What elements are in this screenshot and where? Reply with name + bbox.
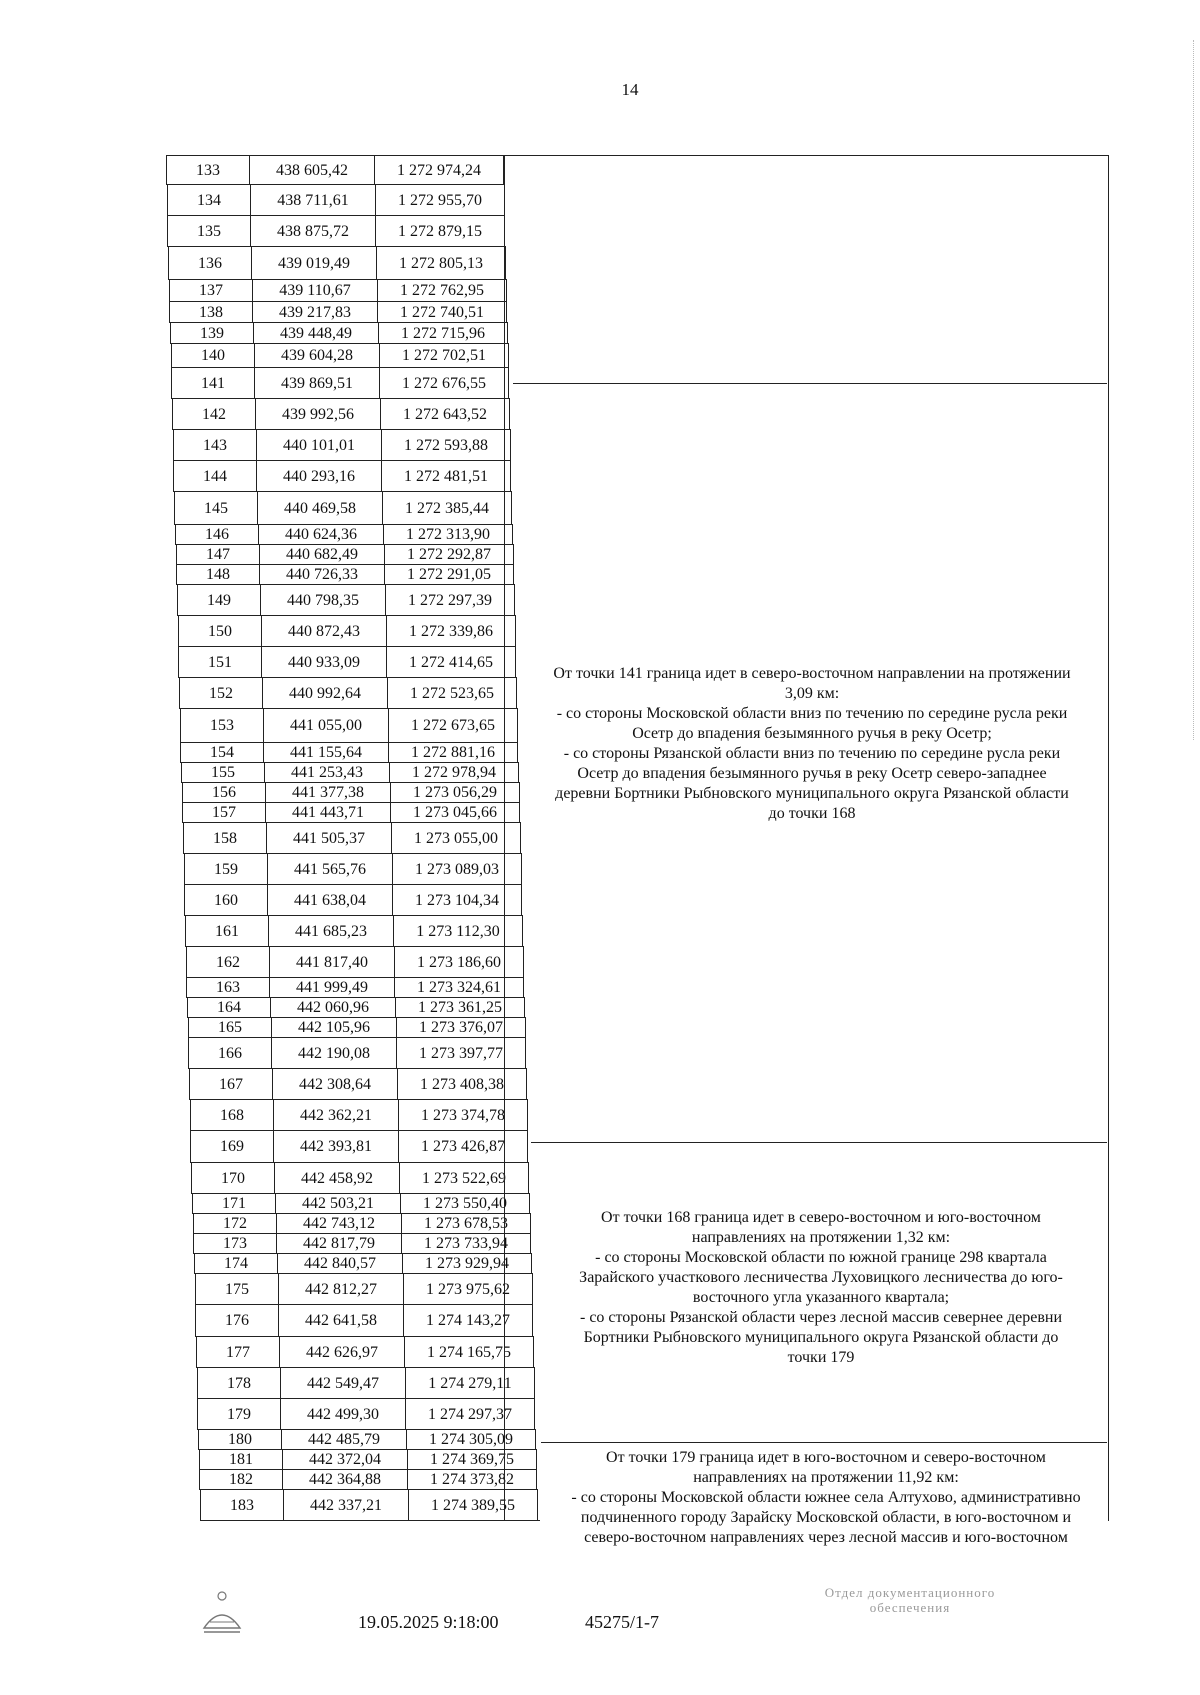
x-coordinate-cell: 442 485,79 bbox=[281, 1430, 406, 1450]
x-coordinate-cell: 441 055,00 bbox=[263, 709, 388, 743]
table-row bbox=[182, 782, 520, 803]
x-coordinate-cell: 438 711,61 bbox=[250, 185, 375, 216]
y-coordinate-cell: 1 273 056,29 bbox=[390, 783, 520, 803]
table-row bbox=[186, 977, 524, 998]
point-number-cell: 148 bbox=[176, 565, 259, 585]
description-168-179 bbox=[535, 1208, 1107, 1368]
description-line: - со стороны Рязанской области вниз по течению по середине русла реки bbox=[563, 745, 1061, 762]
table-row bbox=[197, 1398, 535, 1430]
table-row bbox=[190, 1130, 528, 1163]
description-line: Бортники Рыбновского муниципального округа Рязанской области до bbox=[583, 1329, 1059, 1346]
description-line: - со стороны Рязанской области через лесной массив севернее деревни bbox=[579, 1309, 1063, 1326]
point-number-cell: 134 bbox=[167, 185, 250, 216]
table-row bbox=[186, 946, 524, 978]
x-coordinate-cell: 439 019,49 bbox=[251, 247, 376, 280]
x-coordinate-cell: 442 499,30 bbox=[280, 1399, 405, 1430]
table-row bbox=[167, 215, 505, 247]
x-coordinate-cell: 440 682,49 bbox=[259, 545, 384, 565]
point-number-cell: 178 bbox=[197, 1368, 280, 1399]
y-coordinate-cell: 1 272 313,90 bbox=[383, 525, 513, 545]
description-line: подчиненного городу Зарайску Московской области, в юго-восточном и bbox=[580, 1509, 1072, 1526]
description-line: восточного угла указанного квартала; bbox=[692, 1289, 950, 1306]
point-number-cell: 151 bbox=[178, 647, 261, 678]
description-line: Зарайского участкового лесничества Луховицкого лесничества до юго- bbox=[579, 1269, 1063, 1286]
point-number-cell: 155 bbox=[181, 763, 264, 783]
table-row bbox=[184, 853, 522, 885]
y-coordinate-cell: 1 273 361,25 bbox=[395, 998, 525, 1018]
table-row bbox=[193, 1213, 531, 1234]
y-coordinate-cell: 1 274 373,82 bbox=[407, 1470, 537, 1490]
y-coordinate-cell: 1 272 676,55 bbox=[379, 368, 509, 399]
table-bottom-border bbox=[200, 1520, 540, 1521]
description-line: деревни Бортники Рыбновского муниципального округа Рязанской области bbox=[555, 785, 1069, 802]
point-number-cell: 182 bbox=[199, 1470, 282, 1490]
point-number-cell: 135 bbox=[167, 216, 250, 247]
y-coordinate-cell: 1 273 186,60 bbox=[394, 947, 524, 978]
x-coordinate-cell: 440 293,16 bbox=[256, 461, 381, 492]
x-coordinate-cell: 438 605,42 bbox=[249, 156, 374, 185]
emblem-logo bbox=[200, 1588, 244, 1636]
y-coordinate-cell: 1 272 673,65 bbox=[388, 709, 518, 743]
description-line: 3,09 км: bbox=[784, 685, 840, 702]
x-coordinate-cell: 441 685,23 bbox=[268, 916, 393, 947]
table-row bbox=[193, 1233, 531, 1254]
point-number-cell: 153 bbox=[180, 709, 263, 743]
y-coordinate-cell: 1 274 369,75 bbox=[407, 1450, 537, 1470]
x-coordinate-cell: 442 641,58 bbox=[278, 1305, 403, 1337]
table-row bbox=[167, 184, 505, 216]
x-coordinate-cell: 440 726,33 bbox=[259, 565, 384, 585]
point-number-cell: 158 bbox=[183, 823, 266, 854]
point-number-cell: 164 bbox=[187, 998, 270, 1018]
point-number-cell: 161 bbox=[185, 916, 268, 947]
y-coordinate-cell: 1 272 879,15 bbox=[375, 216, 505, 247]
x-coordinate-cell: 442 337,21 bbox=[283, 1490, 408, 1521]
y-coordinate-cell: 1 274 297,37 bbox=[405, 1399, 535, 1430]
x-coordinate-cell: 441 253,43 bbox=[264, 763, 389, 783]
point-number-cell: 179 bbox=[197, 1399, 280, 1430]
y-coordinate-cell: 1 272 339,86 bbox=[386, 616, 516, 647]
x-coordinate-cell: 442 549,47 bbox=[280, 1368, 405, 1399]
table-row bbox=[177, 584, 515, 616]
table-row bbox=[189, 1068, 527, 1100]
y-coordinate-cell: 1 273 324,61 bbox=[394, 978, 524, 998]
point-number-cell: 150 bbox=[178, 616, 261, 647]
point-number-cell: 160 bbox=[184, 885, 267, 916]
table-row bbox=[195, 1304, 533, 1337]
point-number-cell: 180 bbox=[198, 1430, 281, 1450]
x-coordinate-cell: 440 992,64 bbox=[262, 678, 387, 709]
x-coordinate-cell: 439 869,51 bbox=[254, 368, 379, 399]
scan-edge-marks bbox=[1191, 40, 1194, 740]
table-row bbox=[188, 1017, 526, 1038]
table-row bbox=[166, 155, 504, 185]
description-line: направлениях на протяжении 1,32 км: bbox=[691, 1229, 951, 1246]
x-coordinate-cell: 439 448,49 bbox=[253, 323, 378, 344]
table-row bbox=[176, 544, 514, 565]
description-line: точки 179 bbox=[787, 1349, 855, 1366]
point-number-cell: 157 bbox=[182, 803, 265, 823]
x-coordinate-cell: 442 308,64 bbox=[272, 1069, 397, 1100]
x-coordinate-cell: 441 999,49 bbox=[269, 978, 394, 998]
y-coordinate-cell: 1 272 762,95 bbox=[377, 280, 507, 302]
table-row bbox=[172, 398, 510, 430]
y-coordinate-cell: 1 272 593,88 bbox=[381, 430, 511, 461]
x-coordinate-cell: 438 875,72 bbox=[250, 216, 375, 247]
x-coordinate-cell: 442 190,08 bbox=[271, 1038, 396, 1069]
y-coordinate-cell: 1 274 279,11 bbox=[405, 1368, 535, 1399]
point-number-cell: 146 bbox=[175, 525, 258, 545]
x-coordinate-cell: 442 626,97 bbox=[279, 1337, 404, 1368]
table-row bbox=[198, 1429, 536, 1450]
x-coordinate-cell: 440 872,43 bbox=[261, 616, 386, 647]
point-number-cell: 166 bbox=[188, 1038, 271, 1069]
x-coordinate-cell: 439 110,67 bbox=[252, 280, 377, 302]
description-line: Осетр до впадения безымянного ручья в реку Осетр; bbox=[632, 725, 992, 742]
description-line: - со стороны Московской области вниз по течению по середине русла реки bbox=[556, 705, 1068, 722]
x-coordinate-cell: 442 105,96 bbox=[271, 1018, 396, 1038]
x-coordinate-cell: 439 992,56 bbox=[255, 399, 380, 430]
point-number-cell: 142 bbox=[172, 399, 255, 430]
table-row bbox=[190, 1099, 528, 1131]
x-coordinate-cell: 441 155,64 bbox=[263, 743, 388, 763]
point-number-cell: 137 bbox=[169, 280, 252, 302]
description-line: до точки 168 bbox=[768, 805, 856, 822]
table-row bbox=[185, 915, 523, 947]
point-number-cell: 175 bbox=[195, 1274, 278, 1305]
description-separator-141 bbox=[513, 383, 1107, 384]
x-coordinate-cell: 441 377,38 bbox=[265, 783, 390, 803]
x-coordinate-cell: 442 840,57 bbox=[277, 1254, 402, 1274]
table-row bbox=[178, 615, 516, 647]
y-coordinate-cell: 1 273 089,03 bbox=[392, 854, 522, 885]
table-row bbox=[197, 1367, 535, 1399]
table-row bbox=[182, 802, 520, 823]
table-row bbox=[179, 677, 517, 709]
table-row bbox=[168, 246, 506, 280]
table-row bbox=[171, 343, 509, 368]
x-coordinate-cell: 442 060,96 bbox=[270, 998, 395, 1018]
y-coordinate-cell: 1 272 805,13 bbox=[376, 247, 506, 280]
description-line: От точки 141 граница идет в северо-восточном направлении на протяжении bbox=[553, 665, 1071, 682]
department-stamp bbox=[765, 1585, 1055, 1615]
point-number-cell: 172 bbox=[193, 1214, 276, 1234]
point-number-cell: 141 bbox=[171, 368, 254, 399]
table-row bbox=[171, 367, 509, 399]
description-line: направлениях на протяжении 11,92 км: bbox=[693, 1469, 959, 1486]
x-coordinate-cell: 442 812,27 bbox=[278, 1274, 403, 1305]
y-coordinate-cell: 1 274 389,55 bbox=[408, 1490, 538, 1521]
description-line: Осетр до впадения безымянного ручья в реку Осетр северо-западнее bbox=[577, 765, 1047, 782]
y-coordinate-cell: 1 272 740,51 bbox=[377, 302, 507, 323]
x-coordinate-cell: 441 638,04 bbox=[267, 885, 392, 916]
point-number-cell: 152 bbox=[179, 678, 262, 709]
y-coordinate-cell: 1 273 112,30 bbox=[393, 916, 523, 947]
y-coordinate-cell: 1 274 305,09 bbox=[406, 1430, 536, 1450]
point-number-cell: 156 bbox=[182, 783, 265, 803]
y-coordinate-cell: 1 273 104,34 bbox=[392, 885, 522, 916]
x-coordinate-cell: 440 798,35 bbox=[260, 585, 385, 616]
x-coordinate-cell: 442 364,88 bbox=[282, 1470, 407, 1490]
page-number: 14 bbox=[621, 80, 639, 99]
y-coordinate-cell: 1 273 550,40 bbox=[400, 1194, 530, 1214]
table-row bbox=[173, 429, 511, 461]
table-row bbox=[183, 822, 521, 854]
y-coordinate-cell: 1 272 978,94 bbox=[389, 763, 519, 783]
table-row bbox=[175, 524, 513, 545]
x-coordinate-cell: 441 817,40 bbox=[269, 947, 394, 978]
description-separator-168 bbox=[531, 1142, 1107, 1143]
point-number-cell: 147 bbox=[176, 545, 259, 565]
point-number-cell: 177 bbox=[196, 1337, 279, 1368]
y-coordinate-cell: 1 273 408,38 bbox=[397, 1069, 527, 1100]
x-coordinate-cell: 442 393,81 bbox=[273, 1131, 398, 1163]
point-number-cell: 133 bbox=[166, 156, 249, 185]
point-number-cell: 165 bbox=[188, 1018, 271, 1038]
point-number-cell: 181 bbox=[199, 1450, 282, 1470]
y-coordinate-cell: 1 273 929,94 bbox=[402, 1254, 532, 1274]
table-row bbox=[184, 884, 522, 916]
table-row bbox=[200, 1489, 538, 1521]
stamp-line-2: обеспечения bbox=[869, 1600, 951, 1615]
table-row bbox=[174, 491, 512, 525]
table-row bbox=[176, 564, 514, 585]
description-line: - со стороны Московской области южнее села Алтухово, административно bbox=[571, 1489, 1081, 1506]
x-coordinate-cell: 440 624,36 bbox=[258, 525, 383, 545]
x-coordinate-cell: 441 505,37 bbox=[266, 823, 391, 854]
point-number-cell: 149 bbox=[177, 585, 260, 616]
table-row bbox=[173, 460, 511, 492]
table-row bbox=[187, 997, 525, 1018]
x-coordinate-cell: 442 503,21 bbox=[275, 1194, 400, 1214]
y-coordinate-cell: 1 272 414,65 bbox=[386, 647, 516, 678]
x-coordinate-cell: 441 443,71 bbox=[265, 803, 390, 823]
y-coordinate-cell: 1 273 376,07 bbox=[396, 1018, 526, 1038]
table-row bbox=[199, 1469, 537, 1490]
point-number-cell: 143 bbox=[173, 430, 256, 461]
point-number-cell: 144 bbox=[173, 461, 256, 492]
y-coordinate-cell: 1 273 426,87 bbox=[398, 1131, 528, 1163]
table-row bbox=[199, 1449, 537, 1470]
y-coordinate-cell: 1 273 055,00 bbox=[391, 823, 521, 854]
table-row bbox=[192, 1193, 530, 1214]
y-coordinate-cell: 1 274 143,27 bbox=[403, 1305, 533, 1337]
description-line: От точки 168 граница идет в северо-восточном и юго-восточном bbox=[601, 1209, 1041, 1226]
point-number-cell: 162 bbox=[186, 947, 269, 978]
y-coordinate-cell: 1 273 522,69 bbox=[399, 1163, 529, 1194]
y-coordinate-cell: 1 273 975,62 bbox=[403, 1274, 533, 1305]
table-row bbox=[178, 646, 516, 678]
x-coordinate-cell: 439 604,28 bbox=[254, 344, 379, 368]
y-coordinate-cell: 1 272 481,51 bbox=[381, 461, 511, 492]
point-number-cell: 174 bbox=[194, 1254, 277, 1274]
point-number-cell: 145 bbox=[174, 492, 257, 525]
y-coordinate-cell: 1 272 385,44 bbox=[382, 492, 512, 525]
footer-document-number: 45275/1-7 bbox=[585, 1612, 659, 1632]
point-number-cell: 136 bbox=[168, 247, 251, 280]
table-row bbox=[195, 1273, 533, 1305]
x-coordinate-cell: 439 217,83 bbox=[252, 302, 377, 323]
y-coordinate-cell: 1 273 678,53 bbox=[401, 1214, 531, 1234]
footer-datetime: 19.05.2025 9:18:00 bbox=[358, 1612, 499, 1632]
table-row bbox=[180, 708, 518, 743]
y-coordinate-cell: 1 272 955,70 bbox=[375, 185, 505, 216]
point-number-cell: 139 bbox=[170, 323, 253, 344]
description-separator-179 bbox=[541, 1442, 1107, 1443]
y-coordinate-cell: 1 273 397,77 bbox=[396, 1038, 526, 1069]
point-number-cell: 183 bbox=[200, 1490, 283, 1521]
point-number-cell: 154 bbox=[180, 743, 263, 763]
description-line: северо-восточном направлениях через лесной массив и юго-восточном bbox=[584, 1529, 1068, 1546]
y-coordinate-cell: 1 273 733,94 bbox=[401, 1234, 531, 1254]
point-number-cell: 170 bbox=[191, 1163, 274, 1194]
stamp-line-1: Отдел документационного bbox=[824, 1585, 996, 1600]
y-coordinate-cell: 1 272 291,05 bbox=[384, 565, 514, 585]
table-row bbox=[191, 1162, 529, 1194]
y-coordinate-cell: 1 272 292,87 bbox=[384, 545, 514, 565]
table-row bbox=[169, 301, 507, 323]
description-line: - со стороны Московской области по южной границе 298 квартала bbox=[595, 1249, 1047, 1266]
table-row bbox=[181, 762, 519, 783]
y-coordinate-cell: 1 272 974,24 bbox=[374, 156, 504, 185]
y-coordinate-cell: 1 272 881,16 bbox=[388, 743, 518, 763]
x-coordinate-cell: 442 817,79 bbox=[276, 1234, 401, 1254]
point-number-cell: 176 bbox=[195, 1305, 278, 1337]
x-coordinate-cell: 441 565,76 bbox=[267, 854, 392, 885]
point-number-cell: 159 bbox=[184, 854, 267, 885]
x-coordinate-cell: 442 458,92 bbox=[274, 1163, 399, 1194]
x-coordinate-cell: 442 372,04 bbox=[282, 1450, 407, 1470]
table-row bbox=[170, 322, 508, 344]
point-number-cell: 168 bbox=[190, 1100, 273, 1131]
x-coordinate-cell: 440 101,01 bbox=[256, 430, 381, 461]
point-number-cell: 171 bbox=[192, 1194, 275, 1214]
y-coordinate-cell: 1 274 165,75 bbox=[404, 1337, 534, 1368]
description-141-168 bbox=[517, 664, 1107, 824]
table-row bbox=[169, 279, 507, 302]
point-number-cell: 173 bbox=[193, 1234, 276, 1254]
y-coordinate-cell: 1 273 374,78 bbox=[398, 1100, 528, 1131]
y-coordinate-cell: 1 273 045,66 bbox=[390, 803, 520, 823]
y-coordinate-cell: 1 272 715,96 bbox=[378, 323, 508, 344]
description-line: От точки 179 граница идет в юго-восточном и северо-восточном bbox=[606, 1449, 1046, 1466]
point-number-cell: 169 bbox=[190, 1131, 273, 1163]
x-coordinate-cell: 440 933,09 bbox=[261, 647, 386, 678]
y-coordinate-cell: 1 272 702,51 bbox=[379, 344, 509, 368]
point-number-cell: 140 bbox=[171, 344, 254, 368]
x-coordinate-cell: 442 362,21 bbox=[273, 1100, 398, 1131]
y-coordinate-cell: 1 272 643,52 bbox=[380, 399, 510, 430]
x-coordinate-cell: 442 743,12 bbox=[276, 1214, 401, 1234]
x-coordinate-cell: 440 469,58 bbox=[257, 492, 382, 525]
point-number-cell: 167 bbox=[189, 1069, 272, 1100]
point-number-cell: 163 bbox=[186, 978, 269, 998]
y-coordinate-cell: 1 272 523,65 bbox=[387, 678, 517, 709]
description-179 bbox=[545, 1448, 1107, 1548]
point-number-cell: 138 bbox=[169, 302, 252, 323]
table-row bbox=[196, 1336, 534, 1368]
y-coordinate-cell: 1 272 297,39 bbox=[385, 585, 515, 616]
table-row bbox=[180, 742, 518, 763]
table-row bbox=[194, 1253, 532, 1274]
table-row bbox=[188, 1037, 526, 1069]
